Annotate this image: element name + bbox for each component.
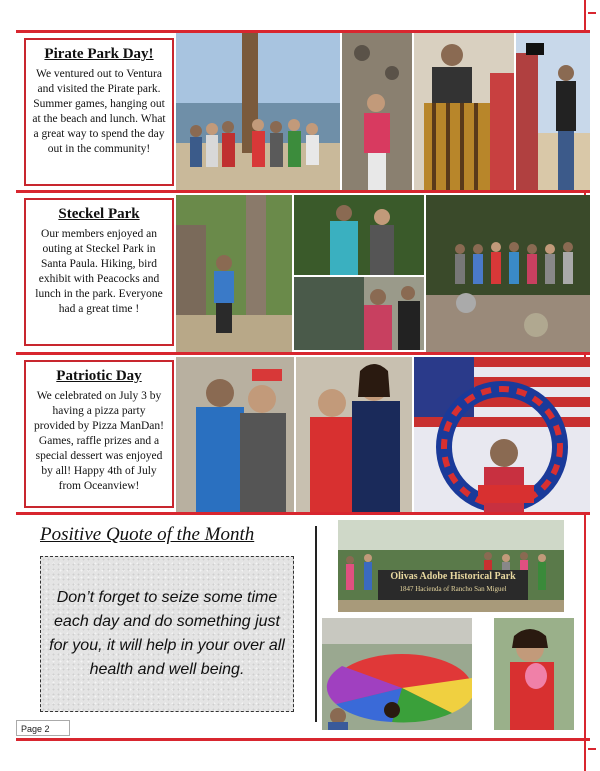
steckel-park-section [16, 193, 590, 352]
parachute-game-photo [322, 618, 472, 730]
pirate-park-flag-photo [516, 33, 590, 190]
margin-tick [588, 12, 596, 14]
patriotic-day-wreath-photo [414, 357, 590, 512]
section-title: Pirate Park Day! [44, 46, 154, 62]
margin-tick [588, 748, 596, 750]
column-divider [315, 526, 317, 722]
section-body: We celebrated on July 3 by having a pizza party provided by Pizza ManDan! Games, raffle prizes and a special dessert was enjoyed by all! Happy 4th of July from Oceanview! [34, 390, 164, 492]
quote-box [40, 556, 294, 712]
section-title: Patriotic Day [56, 368, 142, 384]
page-number: Page 2 [16, 720, 70, 736]
section-body: We ventured out to Ventura and visited the Pirate park. Summer games, hanging out at the beach and lunch. What a great way to spend the day out in the community! [32, 68, 166, 155]
patriotic-day-section [16, 355, 590, 512]
balloon-photo [494, 618, 574, 730]
sign-line-1: Olivas Adobe Historical Park [390, 571, 516, 582]
section-body: Our members enjoyed an outing at Steckel Park in Santa Paula. Hiking, bird exhibit with Peacocks and lunch in the park. Everyone had a great time ! [35, 228, 163, 315]
olivas-adobe-sign [378, 570, 528, 600]
steckel-park-group-photo [426, 195, 590, 352]
patriotic-day-textbox [24, 360, 174, 508]
divider-line [16, 512, 590, 515]
pirate-park-group-photo [176, 33, 340, 190]
steckel-park-tree-photo [176, 195, 292, 352]
patriotic-day-pair-photo [176, 357, 294, 512]
pirate-park-ship-photo [414, 33, 514, 190]
steckel-park-textbox [24, 198, 174, 346]
pirate-park-climbing-photo [342, 33, 412, 190]
quote-text: Don’t forget to seize some time each day and do something just for you, it will help in your over all health and well being. [49, 589, 285, 678]
olivas-adobe-group-photo [338, 520, 564, 612]
sign-line-2: 1847 Hacienda of Rancho San Miguel [399, 585, 507, 593]
section-title: Steckel Park [58, 206, 140, 222]
pirate-park-section [16, 33, 590, 190]
pirate-park-textbox [24, 38, 174, 186]
steckel-park-fence-photo [294, 277, 424, 350]
patriotic-day-friends-photo [296, 357, 412, 512]
quote-heading: Positive Quote of the Month [40, 524, 255, 545]
steckel-park-duo-photo [294, 195, 424, 275]
divider-line [16, 738, 590, 741]
